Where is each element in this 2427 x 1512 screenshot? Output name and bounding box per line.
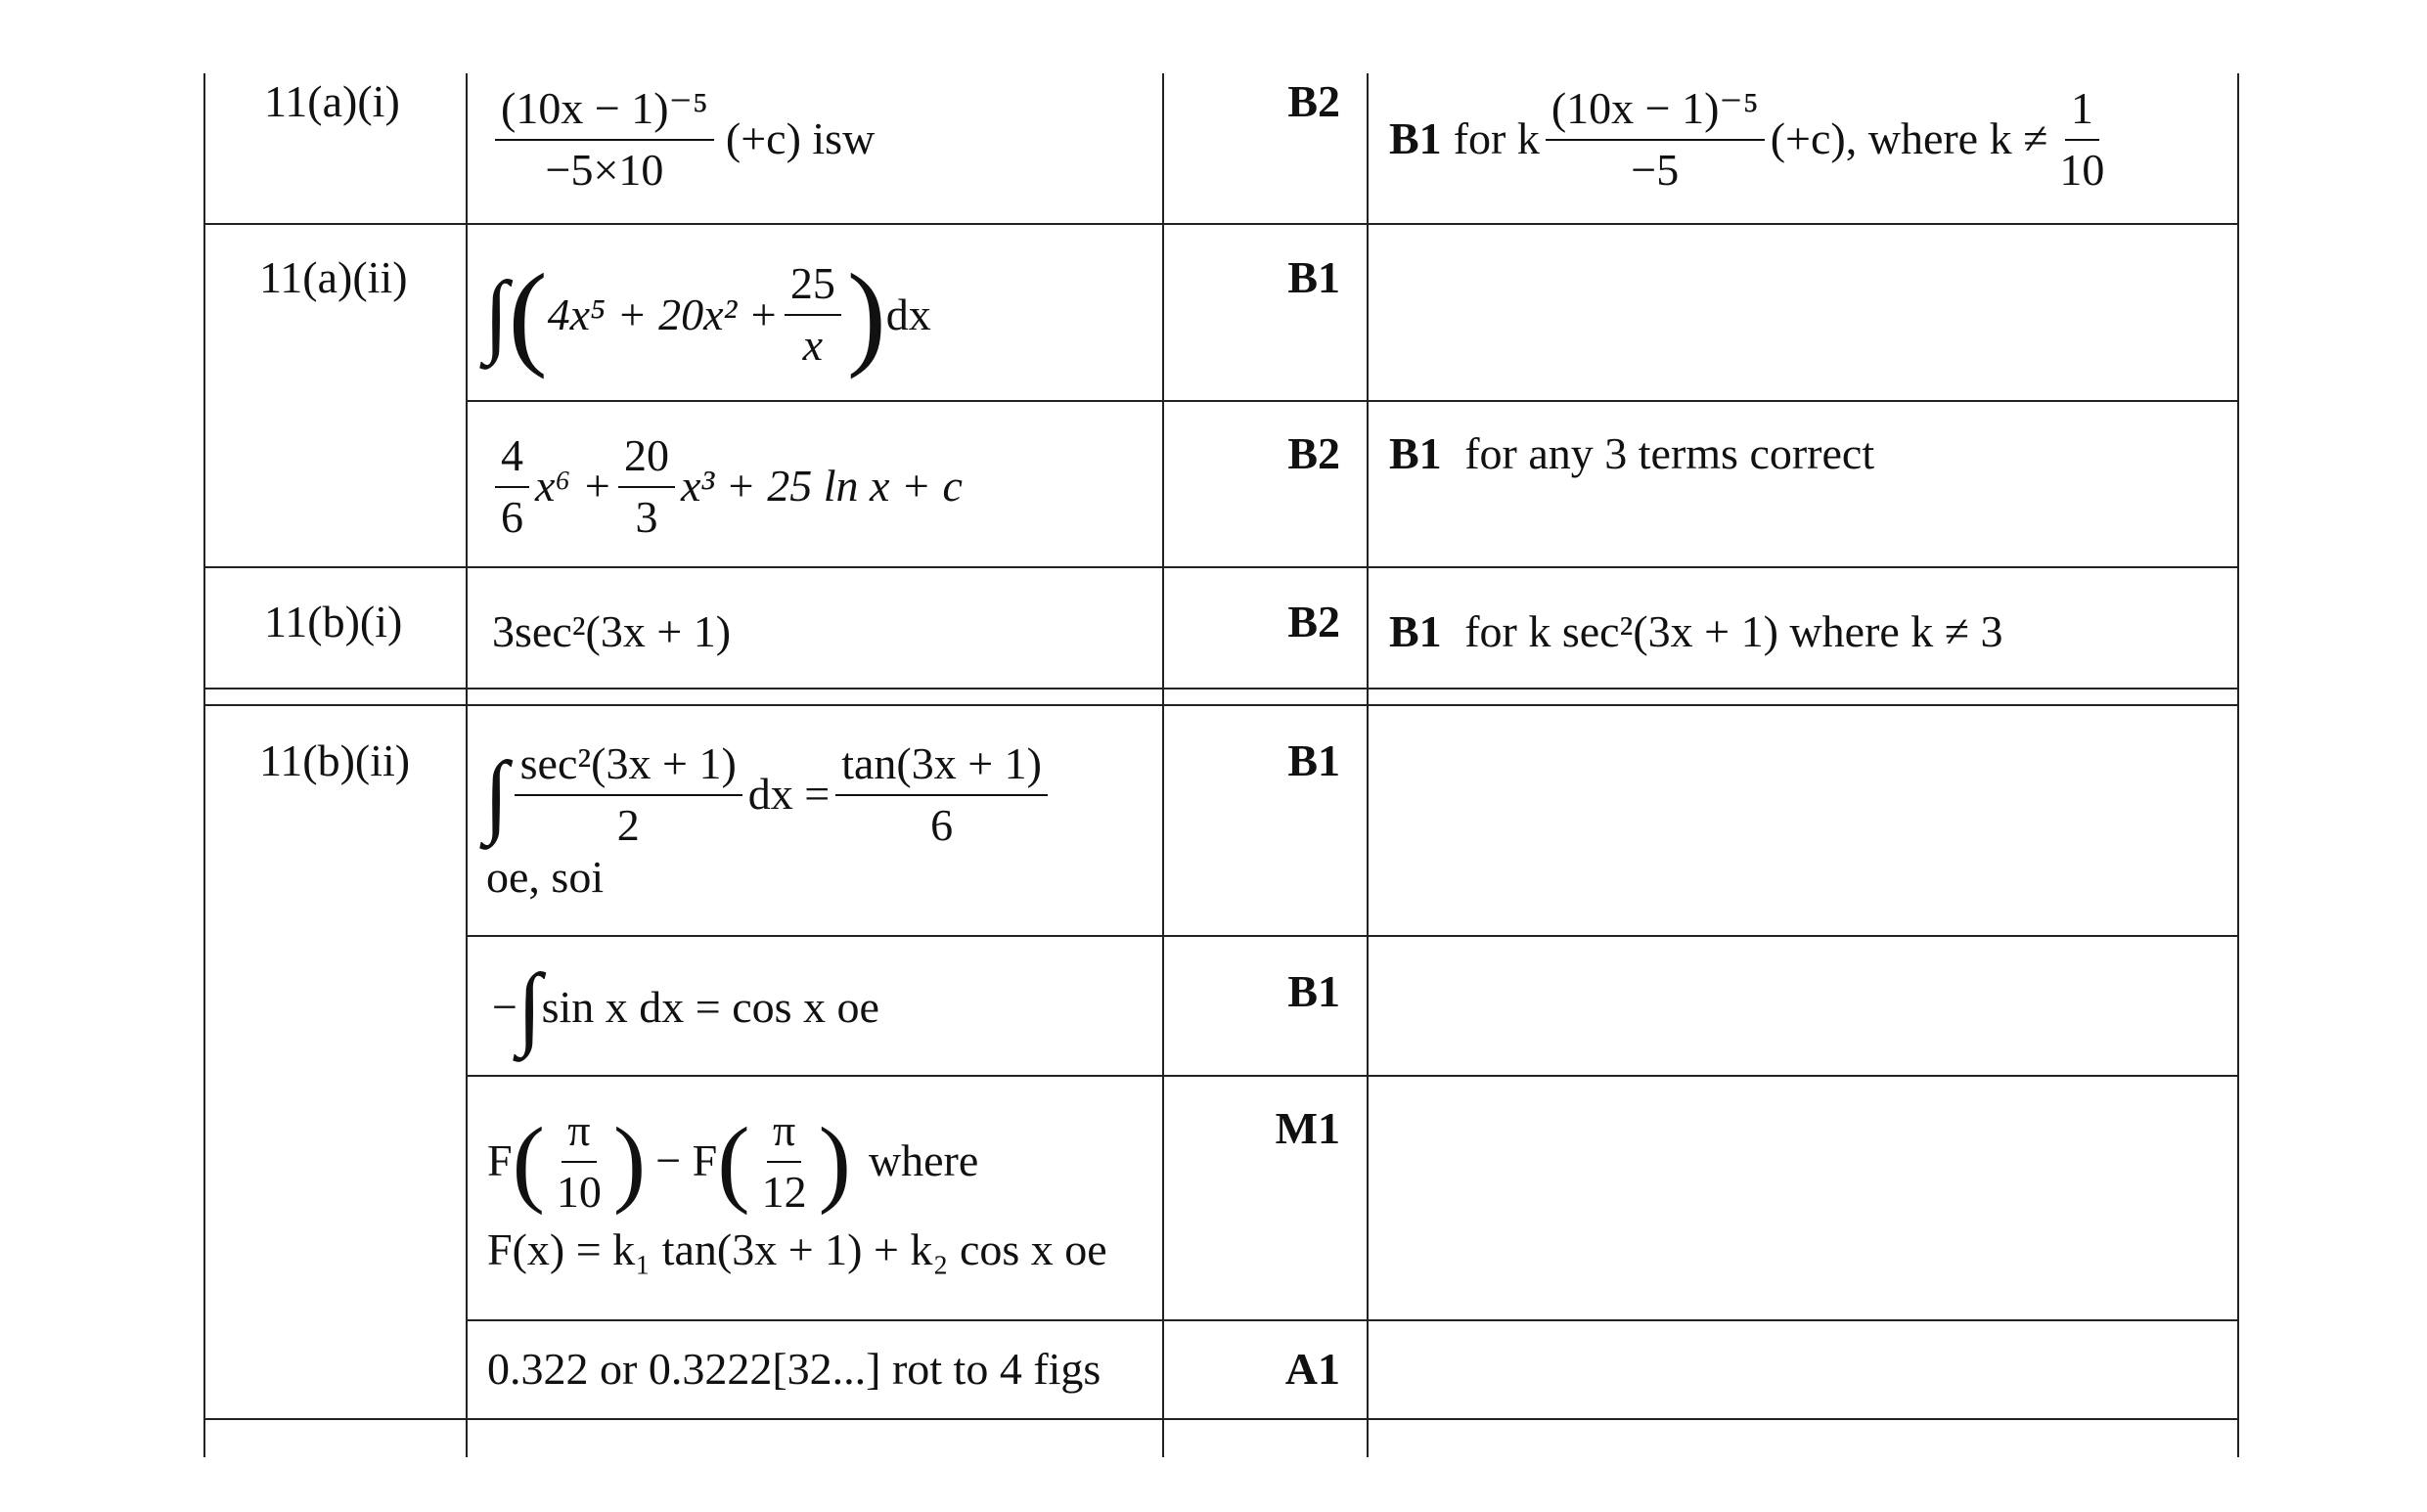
denominator: 3 [635,491,658,542]
right-paren: ) [846,249,886,379]
denominator: −5 [1631,144,1680,195]
answer-expression: x⁶ + [535,461,612,511]
fraction [495,83,714,197]
minus-sign: − [492,981,517,1032]
answer-dx: dx [885,289,931,339]
answer-cell [492,956,879,1058]
answer-expression: F(x) = k₁ tan(3x + 1) + k₂ cos x oe [487,1223,1107,1274]
denominator: 12 [761,1166,807,1217]
guidance-mark: B1 [1389,428,1442,478]
left-paren: ( [512,1106,545,1216]
fraction [835,738,1048,852]
guidance-cell [1389,606,2003,658]
mark: B2 [1287,76,1340,126]
guidance-text: for any 3 terms correct [1464,428,1875,478]
answer-note: oe, soi [486,851,605,902]
grid-line [466,73,468,1457]
grid-line [466,1319,2239,1321]
denominator: 10 [2059,144,2105,195]
answer-cell [487,1344,1101,1396]
right-paren: ) [818,1106,851,1216]
answer-cell [484,249,931,379]
grid-line [203,688,2239,689]
numerator: (10x − 1)⁻⁵ [495,83,714,141]
answer-expression: 4x⁵ + 20x² + [547,289,779,339]
right-paren: ) [612,1106,647,1216]
denominator: 6 [930,799,954,850]
guidance-mark: B1 [1389,606,1442,656]
denominator: 6 [501,491,523,542]
answer-expression: dx = [747,769,831,820]
mark: M1 [1275,1103,1340,1153]
fraction [515,738,742,852]
grid-line [203,1418,2239,1420]
fraction [756,1105,813,1219]
mark: B2 [1287,428,1340,478]
answer-where: where [868,1135,979,1186]
answer-cell [484,738,1054,904]
left-paren: ( [508,249,548,379]
question-number: 11(a)(i) [264,76,400,126]
grid-line [466,935,2239,937]
mark: B1 [1287,252,1340,302]
denominator: 2 [616,799,640,850]
answer-expression: − F [655,1135,718,1186]
answer-text: 0.322 or 0.3222[32...] rot to 4 figs [487,1344,1101,1394]
denominator: 10 [556,1166,602,1217]
fraction [551,1105,607,1219]
grid-line [203,566,2239,568]
answer-cell [489,430,963,544]
integral-sign: ∫ [484,263,509,366]
question-number: 11(a)(ii) [259,252,408,302]
guidance-mark: B1 [1389,113,1442,164]
question-number: 11(b)(i) [264,597,403,646]
numerator: sec²(3x + 1) [515,738,742,796]
question-number: 11(b)(ii) [259,735,411,785]
answer-cell [489,83,875,197]
numerator: (10x − 1)⁻⁵ [1546,83,1765,141]
guidance-text: for k sec²(3x + 1) where k ≠ 3 [1464,606,2003,656]
guidance-cell [1389,83,2116,197]
grid-line [466,400,2239,402]
numerator: 4 [495,430,529,488]
left-paren: ( [717,1106,750,1216]
answer-cell [487,1105,1107,1276]
grid-line [466,1075,2239,1077]
guidance-text: for k [1453,113,1540,164]
mark: B1 [1287,735,1340,785]
fraction [1546,83,1765,197]
numerator: 1 [2065,83,2099,141]
function-name: F [487,1135,513,1186]
grid-line [203,73,205,1457]
guidance-cell [1389,428,1874,480]
denominator: −5×10 [545,144,664,195]
mark: B1 [1287,966,1340,1016]
grid-line [1367,73,1369,1457]
answer-expression: sin x dx = cos x oe [541,981,879,1032]
numerator: 25 [785,258,841,316]
grid-line [203,704,2239,706]
fraction [2053,83,2110,197]
mark: B2 [1287,597,1340,646]
guidance-text: (+c), where k ≠ [1770,113,2048,164]
grid-line [2237,73,2239,1457]
answer-expression: 3sec²(3x + 1) [492,606,732,656]
numerator: π [562,1105,596,1163]
numerator: 20 [618,430,675,488]
answer-cell [492,606,731,658]
integral-sign: ∫ [484,743,509,846]
fraction [495,430,529,544]
answer-expression: x³ + 25 ln x + c [680,461,963,511]
denominator: x [802,320,824,370]
integral-sign: ∫ [517,956,542,1058]
numerator: tan(3x + 1) [835,738,1048,796]
fraction [618,430,675,544]
numerator: π [767,1105,801,1163]
grid-line [203,223,2239,225]
mark: A1 [1284,1344,1340,1394]
grid-line [1162,73,1164,1457]
fraction [785,258,841,372]
answer-tail: (+c) isw [725,113,876,164]
